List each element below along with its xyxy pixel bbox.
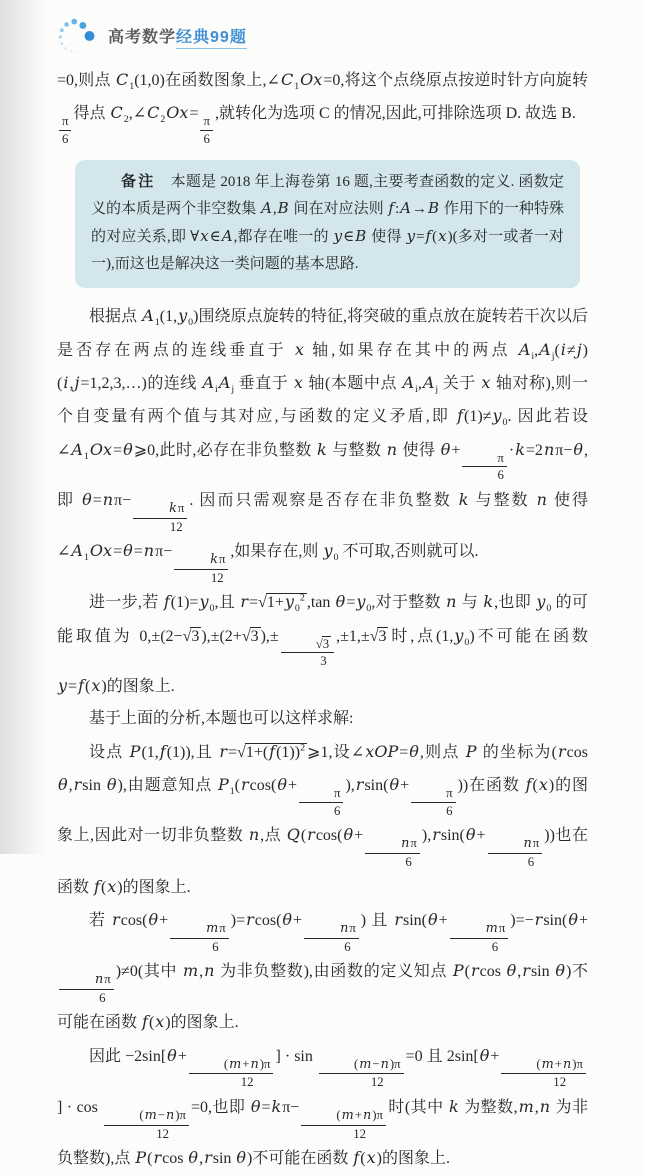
brand-title (108, 24, 247, 47)
solution-paragraph: 因此 −2sin[θ+ $\frac{(m+n)\pi}{12}$ ] · sin $\frac{(m-n)\pi}{12}$ =0 且 2sin[θ+ $\frac{(m+n)\pi}{12}$ ] · cos $\frac{(m-n)\pi}{12}$ =0,也即 θ=kπ− $\frac{(m+n)\pi}{12}$ 时(其中 k 为整数,m,n 为非负整数),点 P(rcos θ,rsin θ)不可能在函数 f(x)的图象上. (57, 1045, 588, 1168)
solution-paragraph: 设点 P(1,f(1)),且 $r=√1+(f(1))^2$ ⩾1,设∠xOP=θ,则点 P 的坐标为(rcos θ,rsin θ),由题意知点 $P_1(rcos(\theta+$ $\frac{\pi}{6}$ ),rsin(θ+ $\frac{\pi}{6}$ ))在函数 f(x)的图象上,因此对一切非负整数 n,点 Q(rcos(θ+ $\frac{n\pi}{6}$ ),rsin(θ+ $\frac{n\pi}{6}$ ))也在函数 f(x)的图象上. (57, 741, 588, 896)
solution-text (57, 64, 588, 1176)
page-edge-shadow (0, 0, 46, 854)
brand-header (0, 0, 645, 58)
brand-title-prefix: 高考数学 (108, 28, 177, 46)
solution-paragraph: =0,则点 $C_1(1,0)$在函数图象上$,\angle C_1Ox=0$,将这个点绕原点按逆时针方向旋转 $\frac{\pi}{6}$ 得点 $C_2,\angle C_2Ox=$ $\frac{\pi}{6}$ ,就转化为选项 C 的情况,因此,可排除选项 D. 故选 B. (57, 70, 588, 146)
dots-swirl-icon (58, 16, 100, 54)
brand-title-suffix: 经典99题 (176, 29, 247, 49)
solution-paragraph: 进一步,若 $f(1)=y_0$,且 $r=√1+y_0^2$ ,tan $\theta=y_0$,对于整数 n 与 k,也即 $y_0$ 的可能取值为 0,±(2−√3 ),±(2+√3 ),± $\frac{√3}{3}$ ,±1,±√3 时,点$(1,y_0)$不可能在函数 y=f(x)的图象上. (57, 592, 588, 696)
note-text: 本题是 2018 年上海卷第 16 题,主要考查函数的定义. 函数定义的本质是两个非空数集 A,B 间在对应法则 f:A→B 作用下的一种特殊的对应关系,即 ∀x∈A,都存在唯一的 y∈B 使得 y=f(x)(多对一或者一对一),而这也是解决这一类问题的基本思路. (91, 173, 564, 272)
solution-paragraph: 根据点 $A_1(1,y_0)$围绕原点旋转的特征,将突破的重点放在旋转若干次以后是否存在两点的连线垂直于 x 轴,如果存在其中的两点 $A_i,A_j(i\ne j)(i,j=1,2,3,\dots)$的连线 $A_iA_j$ 垂直于 x 轴(本题中点 $A_i,A_j$ 关于 x 轴对称),则一个自变量有两个值与其对应,与函数的定义矛盾,即 $f(1)\ne y_0$. 因此若设$\angle A_1Ox=\theta⩾0$,此时,必存在非负整数 k 与整数 n 使得 θ+ $\frac{\pi}{6}$ ·k=2nπ−θ,即 θ=nπ− $\frac{k\pi}{12}$ . 因而只需观察是否存在非负整数 k 与整数 n 使得$\angle A_1Ox=\theta=n\pi-$ $\frac{k\pi}{12}$ ,如果存在,则 $y_0$ 不可取,否则就可以. (57, 306, 588, 585)
note-box (75, 160, 580, 289)
solution-paragraph: 基于上面的分析,本题也可以这样求解: (89, 710, 354, 728)
note-label: 备注 (121, 173, 156, 190)
solution-paragraph: 若 rcos(θ+ $\frac{m\pi}{6}$ )=rcos(θ+ $\frac{n\pi}{6}$ ) 且 rsin(θ+ $\frac{m\pi}{6}$ )=−rsin(θ+ $\frac{n\pi}{6}$ )≠0(其中 m,n 为非负整数),由函数的定义知点 P(rcos θ,rsin θ)不可能在函数 f(x)的图象上. (57, 909, 588, 1032)
note-paragraph (91, 169, 564, 278)
